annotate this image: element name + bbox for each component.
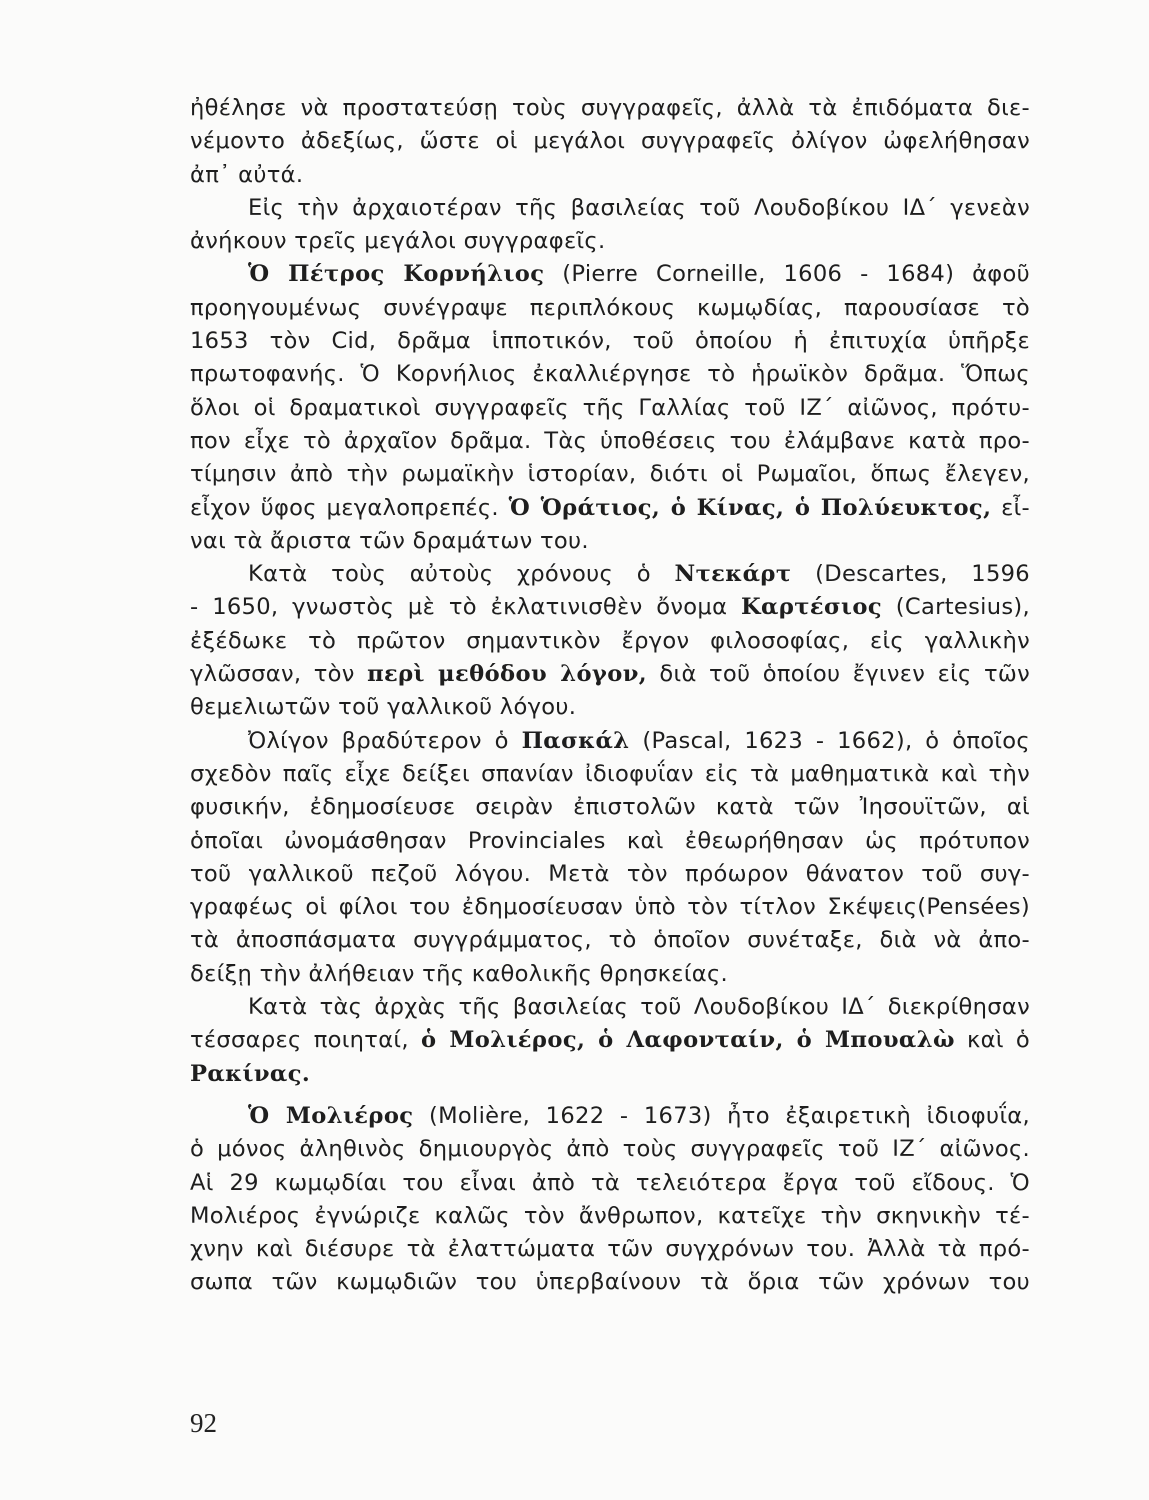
bold-term: Πασκάλ <box>521 727 630 754</box>
text-line <box>190 225 1030 258</box>
text-line <box>190 258 1030 291</box>
page-body <box>190 92 1030 1300</box>
text-run: ὁ μόνος ἀληθινὸς δημιουργὸς ἀπὸ τοὺς συγγραφεῖς τοῦ ΙΖ΄ αἰῶνος. <box>190 1136 1030 1163</box>
text-run: εἶχον ὕφος μεγαλοπρεπές. <box>190 494 509 521</box>
text-run: τέσσαρες ποιηταί, <box>190 1027 421 1054</box>
text-run: θεμελιωτῶν τοῦ γαλλικοῦ λόγου. <box>190 694 577 721</box>
text-line <box>190 192 1030 225</box>
text-line <box>190 1200 1030 1233</box>
text-run: ἀνήκουν τρεῖς μεγάλοι συγγραφεῖς. <box>190 228 606 255</box>
text-line <box>190 358 1030 391</box>
text-run: (Pierre Corneille, 1606 - 1684) ἀφοῦ <box>544 261 1030 288</box>
text-run: διὰ τοῦ ὁποίου ἔγινεν εἰς τῶν <box>647 661 1030 688</box>
text-run: πρωτοφανής. Ὁ Κορνήλιος ἐκαλλιέργησε τὸ ἡρωϊκὸν δρᾶμα. Ὅπως <box>190 361 1030 388</box>
text-line <box>190 991 1030 1024</box>
text-run: 1653 τὸν Cid, δρᾶμα ἱπποτικόν, τοῦ ὁποίου ἡ ἐπιτυχία ὑπῆρξε <box>190 328 1030 355</box>
bold-term: Καρτέσιος <box>741 594 883 621</box>
text-line <box>190 325 1030 358</box>
bold-term: περὶ μεθόδου λόγον, <box>367 661 648 688</box>
text-line <box>190 625 1030 658</box>
text-line <box>190 492 1030 525</box>
text-run: δείξῃ τὴν ἀλήθειαν τῆς καθολικῆς θρησκείας. <box>190 960 728 987</box>
text-run: εἶ- <box>991 494 1030 521</box>
text-line <box>190 924 1030 957</box>
bold-term: Ὁ Πέτρος Κορνήλιος <box>248 261 545 288</box>
text-run: (Pascal, 1623 - 1662), ὁ ὁποῖος <box>629 727 1030 754</box>
text-line <box>190 1266 1030 1299</box>
text-line <box>190 1233 1030 1266</box>
text-run: - 1650, γνωστὸς μὲ τὸ ἐκλατινισθὲν ὄνομα <box>190 594 742 621</box>
text-run: τίμησιν ἀπὸ τὴν ρωμαϊκὴν ἱστορίαν, διότι οἱ Ρωμαῖοι, ὅπως ἔλεγεν, <box>190 461 1030 488</box>
text-run: ὅλοι οἱ δραματικοὶ συγγραφεῖς τῆς Γαλλίας τοῦ ΙΖ΄ αἰῶνος, πρότυ- <box>190 394 1030 421</box>
text-line <box>190 159 1030 192</box>
text-run: Κατὰ τοὺς αὐτοὺς χρόνους ὁ <box>248 561 675 588</box>
text-line <box>190 658 1030 691</box>
text-line <box>190 125 1030 158</box>
text-line <box>190 458 1030 491</box>
text-run: ἀπ᾽ αὐτά. <box>190 161 304 188</box>
text-line <box>190 92 1030 125</box>
text-run: (Molière, 1622 - 1673) ἦτο ἐξαιρετικὴ ἰδιοφυΐα, <box>413 1102 1030 1129</box>
text-run: Εἰς τὴν ἀρχαιοτέραν τῆς βασιλείας τοῦ Λουδοβίκου ΙΔ΄ γενεὰν <box>248 194 1030 221</box>
text-line <box>190 591 1030 624</box>
text-run: φυσικήν, ἐδημοσίευσε σειρὰν ἐπιστολῶν κατὰ τῶν Ἰησουϊτῶν, αἱ <box>190 794 1030 821</box>
text-run: προηγουμένως συνέγραψε περιπλόκους κωμῳδίας, παρουσίασε τὸ <box>190 294 1030 321</box>
text-run: ἠθέλησε νὰ προστατεύσῃ τοὺς συγγραφεῖς, ἀλλὰ τὰ ἐπιδόματα διε- <box>190 95 1030 121</box>
bold-term: Ὁ Ὁράτιος, ὁ Κίνας, ὁ Πολύευκτος, <box>508 494 992 521</box>
text-line <box>190 891 1030 924</box>
text-run: νέμοντο ἀδεξίως, ὥστε οἱ μεγάλοι συγγραφεῖς ὀλίγον ὠφελήθησαν <box>190 128 1030 155</box>
text-run: γλῶσσαν, τὸν <box>190 661 368 688</box>
text-line <box>190 425 1030 458</box>
text-run: Ὀλίγον βραδύτερον ὁ <box>248 727 522 754</box>
text-run: (Cartesius), <box>882 594 1030 621</box>
text-run: ἐξέδωκε τὸ πρῶτον σημαντικὸν ἔργον φιλοσοφίας, εἰς γαλλικὴν <box>190 627 1030 654</box>
bold-term: Ὁ Μολιέρος <box>248 1102 414 1129</box>
text-line <box>190 1167 1030 1200</box>
bold-term: Ντεκάρτ <box>674 561 792 588</box>
text-run: πον εἶχε τὸ ἀρχαῖον δρᾶμα. Τὰς ὑποθέσεις του ἐλάμβανε κατὰ προ- <box>190 427 1030 454</box>
text-line <box>190 292 1030 325</box>
text-run: ναι τὰ ἄριστα τῶν δραμάτων του. <box>190 527 589 554</box>
text-line <box>190 958 1030 991</box>
text-run: καὶ ὁ <box>954 1027 1030 1054</box>
text-line <box>190 1024 1030 1057</box>
text-line <box>190 758 1030 791</box>
text-line <box>190 392 1030 425</box>
text-run: (Descartes, 1596 <box>791 561 1030 588</box>
text-line <box>190 1058 1030 1091</box>
text-run: Μολιέρος ἐγνώριζε καλῶς τὸν ἄνθρωπον, κατεῖχε τὴν σκηνικὴν τέ- <box>190 1202 1030 1229</box>
text-run: Αἱ 29 κωμῳδίαι του εἶναι ἀπὸ τὰ τελειότερα ἔργα τοῦ εἴδους. Ὁ <box>190 1169 1030 1196</box>
text-run: ὁποῖαι ὠνομάσθησαν Provinciales καὶ ἐθεωρήθησαν ὡς πρότυπον <box>190 827 1030 854</box>
text-run: σχεδὸν παῖς εἶχε δείξει σπανίαν ἰδιοφυΐαν εἰς τὰ μαθηματικὰ καὶ τὴν <box>190 760 1030 787</box>
text-line <box>190 691 1030 724</box>
bold-term: ὁ Μολιέρος, ὁ Λαφονταίν, ὁ Μπουαλὼ <box>420 1027 955 1054</box>
text-line <box>190 1133 1030 1166</box>
text-run: τοῦ γαλλικοῦ πεζοῦ λόγου. Μετὰ τὸν πρόωρον θάνατον τοῦ συγ- <box>190 860 1030 887</box>
text-line <box>190 858 1030 891</box>
text-line <box>190 558 1030 591</box>
text-line <box>190 1100 1030 1133</box>
text-line <box>190 725 1030 758</box>
text-run: τὰ ἀποσπάσματα συγγράμματος, τὸ ὁποῖον συνέταξε, διὰ νὰ ἀπο- <box>190 927 1030 954</box>
bold-term: Ρακίνας. <box>190 1060 311 1087</box>
text-line <box>190 791 1030 824</box>
text-run: γραφέως οἱ φίλοι του ἐδημοσίευσαν ὑπὸ τὸν τίτλον Σκέψεις(Pensées) <box>190 894 1030 921</box>
page-number: 92 <box>190 1408 217 1438</box>
text-line <box>190 825 1030 858</box>
text-run: Κατὰ τὰς ἀρχὰς τῆς βασιλείας τοῦ Λουδοβίκου ΙΔ΄ διεκρίθησαν <box>248 994 1030 1021</box>
text-run: χνην καὶ διέσυρε τὰ ἐλαττώματα τῶν συγχρόνων του. Ἀλλὰ τὰ πρό- <box>190 1236 1030 1263</box>
text-line <box>190 525 1030 558</box>
text-run: σωπα τῶν κωμῳδιῶν του ὑπερβαίνουν τὰ ὅρια τῶν χρόνων του <box>190 1269 1030 1296</box>
